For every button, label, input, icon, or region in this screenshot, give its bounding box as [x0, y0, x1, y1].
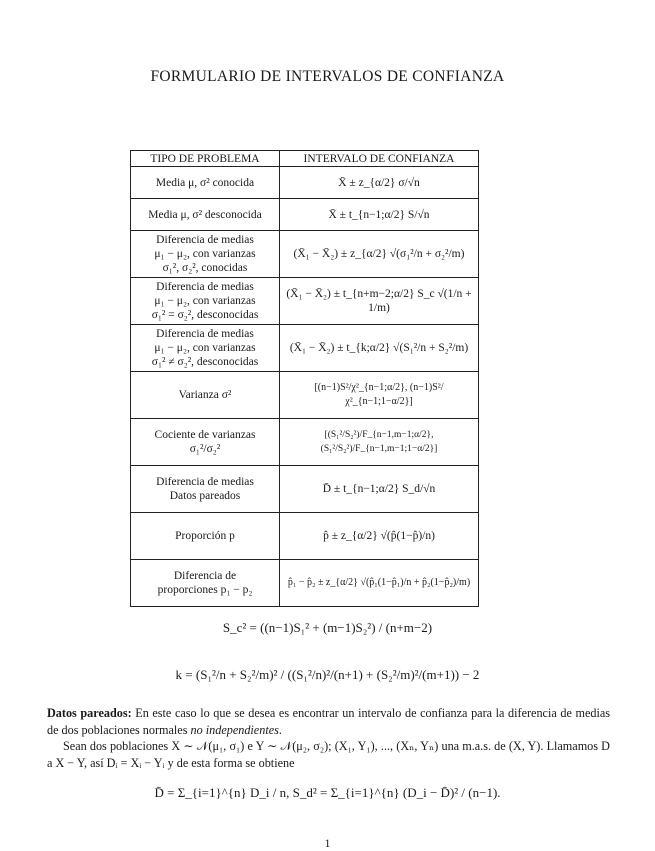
paired-data-heading: Datos pareados: [47, 706, 132, 720]
equation-dbar-sd: D̄ = Σ_{i=1}^{n} D_i / n, S_d² = Σ_{i=1}^{n} (D_i − D̄)² / (n−1). [154, 785, 501, 800]
formula-cell: X̄ ± t_{n−1;α/2} S/√n [280, 199, 479, 231]
formula-cell: X̄ ± z_{α/2} σ/√n [280, 167, 479, 199]
problem-line: Media μ, σ² conocida [155, 176, 255, 189]
problem-line: μ₁ − μ₂, con varianzas [154, 295, 256, 307]
problem-cell [131, 167, 280, 199]
table-row [131, 167, 479, 199]
header-interval: INTERVALO DE CONFIANZA [280, 151, 479, 167]
table-row [131, 278, 479, 325]
populations-paragraph: Sean dos poblaciones X ∼ 𝒩(μ₁, σ₁) e Y ∼ 𝒩(μ₂, σ₂); (X₁, Y₁), ..., (Xₙ, Yₙ) una m.a.s. de (X, Y). Llamamos D a X − Y, así Dᵢ = Xᵢ − Yᵢ y de esta forma se obtiene [47, 739, 610, 770]
paragraph-end: . [278, 722, 282, 737]
problem-line: σ₁², σ₂², conocidas [162, 262, 248, 274]
problem-line: Diferencia de [173, 570, 237, 582]
problem-cell [131, 513, 280, 560]
problem-line: Diferencia de medias [156, 328, 254, 340]
problem-line: Diferencia de medias [156, 476, 254, 488]
problem-line: σ₁² = σ₂², desconocidas [151, 309, 259, 321]
formula-cell: p̂ ± z_{α/2} √(p̂(1−p̂)/n) [280, 513, 479, 560]
page-title: FORMULARIO DE INTERVALOS DE CONFIANZA [150, 68, 505, 85]
formula-cell: [(S₁²/S₂²)/F_{n−1,m−1;α/2}, (S₁²/S₂²)/F_{n−1,m−1;1−α/2}] [280, 419, 479, 466]
formula-cell: [(n−1)S²/χ²_{n−1;α/2}, (n−1)S²/χ²_{n−1;1−α/2}] [280, 372, 479, 419]
page-number: 1 [324, 836, 331, 850]
paragraph-text: En este caso lo que se desea es encontrar un intervalo de confianza para la diferencia de medias de dos poblaciones normales [47, 706, 610, 737]
problem-line: Media μ, σ² desconocida [148, 208, 262, 221]
problem-cell [131, 231, 280, 278]
table-row [131, 325, 479, 372]
formula-cell: (X̄₁ − X̄₂) ± t_{n+m−2;α/2} S_c √(1/n + 1/m) [280, 278, 479, 325]
paragraph-italic: no independientes [190, 722, 279, 737]
table-row [131, 419, 479, 466]
problem-line: Varianza σ² [178, 389, 232, 401]
table-row [131, 466, 479, 513]
table-row [131, 372, 479, 419]
formula-cell: p̂₁ − p̂₂ ± z_{α/2} √(p̂₁(1−p̂₁)/n + p̂₂(1−p̂₂)/m) [280, 560, 479, 607]
table-header-row [131, 151, 479, 167]
formula-cell: D̄ ± t_{n−1;α/2} S_d/√n [280, 466, 479, 513]
formula-cell: (X̄₁ − X̄₂) ± z_{α/2} √(σ₁²/n + σ₂²/m) [280, 231, 479, 278]
problem-line: Cociente de varianzas [154, 429, 256, 441]
problem-line: Diferencia de medias [156, 281, 254, 293]
formula-cell: (X̄₁ − X̄₂) ± t_{k;α/2} √(S₁²/n + S₂²/m) [280, 325, 479, 372]
problem-cell [131, 560, 280, 607]
problem-cell [131, 466, 280, 513]
problem-cell [131, 419, 280, 466]
problem-line: proporciones p₁ − p₂ [157, 584, 253, 596]
problem-line: μ₁ − μ₂, con varianzas [154, 342, 256, 354]
problem-line: Datos pareados [169, 490, 241, 502]
problem-line: σ₁²/σ₂² [189, 443, 221, 455]
problem-line: σ₁² ≠ σ₂², desconocidas [151, 356, 259, 368]
equation-k: k = (S₁²/n + S₂²/m)² / ((S₁²/n)²/(n+1) + (S₂²/m)²/(m+1)) − 2 [175, 667, 480, 682]
problem-cell [131, 325, 280, 372]
equation-sc2: S_c² = ((n−1)S₁² + (m−1)S₂²) / (n+m−2) [222, 620, 433, 635]
table-row [131, 199, 479, 231]
table-row [131, 560, 479, 607]
problem-line: Diferencia de medias [156, 234, 254, 246]
problem-cell [131, 278, 280, 325]
paired-data-paragraph [47, 705, 610, 738]
table-row [131, 513, 479, 560]
table-row [131, 231, 479, 278]
problem-line: Proporción p [175, 530, 235, 542]
problem-line: μ₁ − μ₂, con varianzas [154, 248, 256, 260]
problem-cell [131, 199, 280, 231]
problem-cell [131, 372, 280, 419]
header-problem-type: TIPO DE PROBLEMA [131, 151, 280, 167]
formula-table [130, 150, 479, 607]
